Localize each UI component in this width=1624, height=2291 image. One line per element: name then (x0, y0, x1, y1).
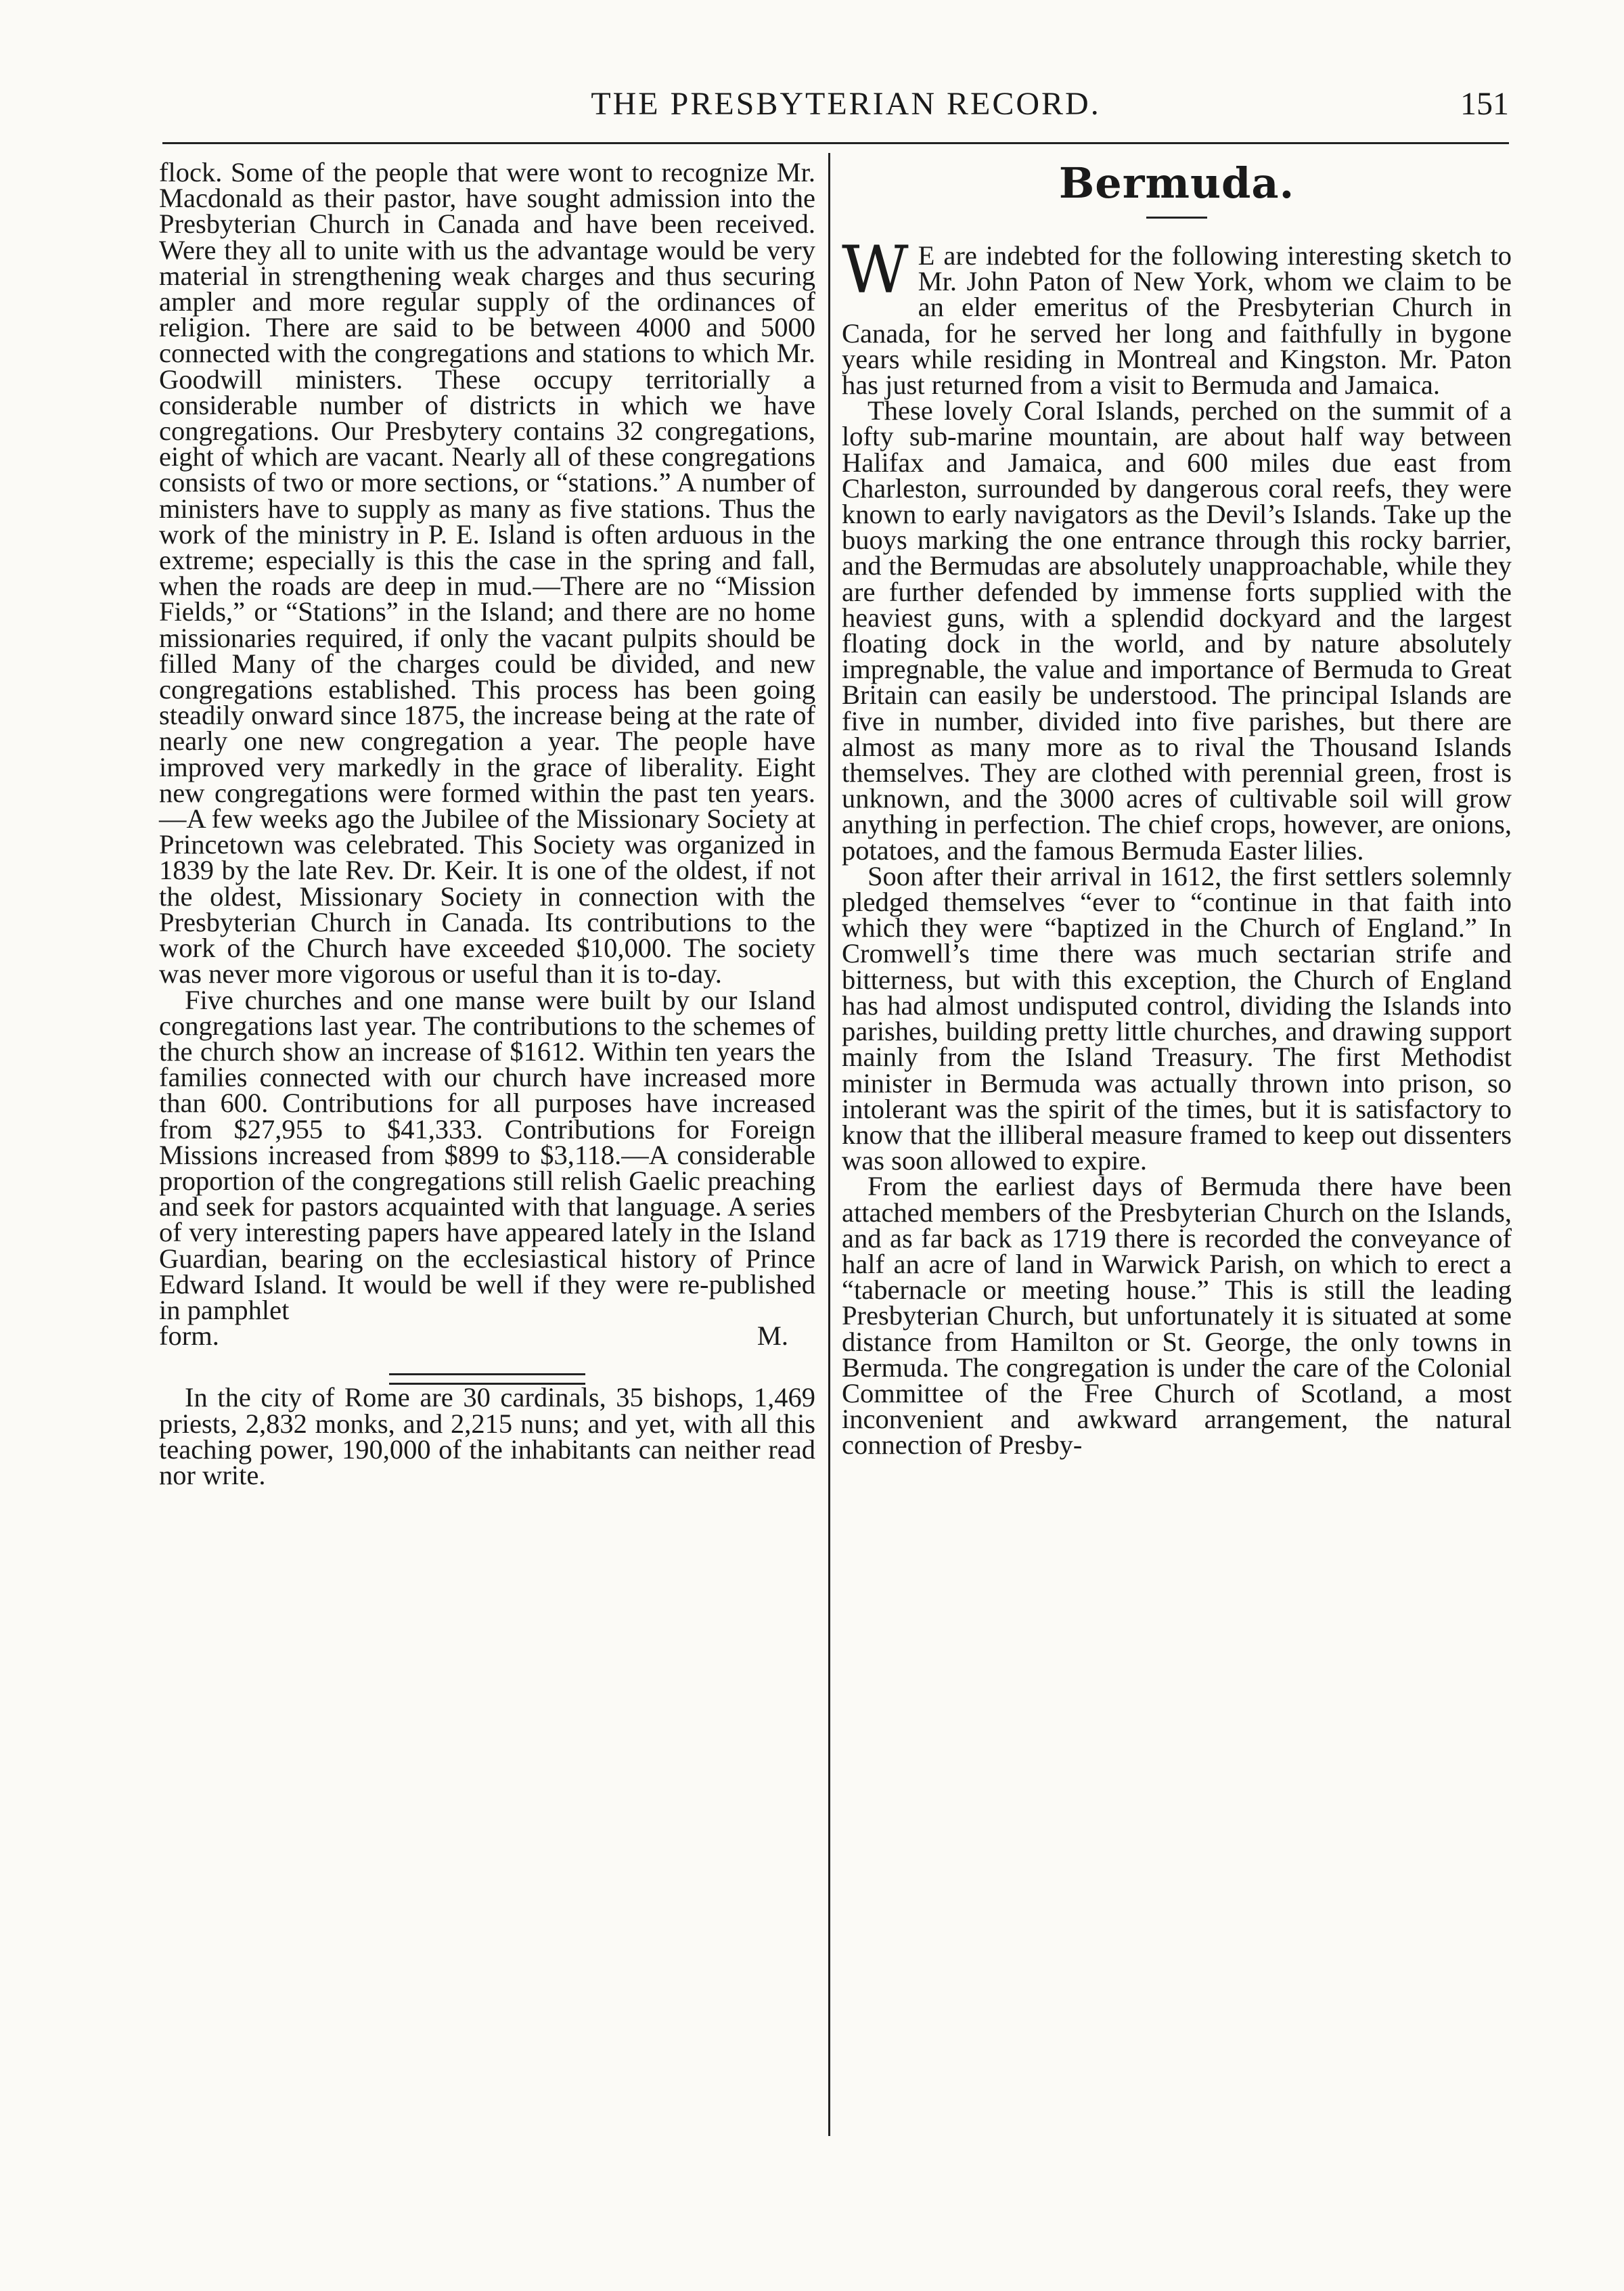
left-paragraph-1: flock. Some of the people that were wont to recognize Mr. Macdonald as their pastor, have sought admission into the Presbyterian Church in Canada and have been received. Were they all to unite with us the advantage would be very material in strengthening weak charges and thus securing ampler and more regular supply of the ordinances of religion. There are said to be between 4000 and 5000 connected with the congregations and stations to which Mr. Goodwill ministers. These occupy territorially a considerable number of districts in which we have congregations. Our Presbytery contains 32 congregations, eight of which are vacant. Nearly all of these congregations consists of two or more sections, or “stations.” A number of ministers have to supply as many as five stations. Thus the work of the ministry in P. E. Island is often arduous in the extreme; especially is this the case in the spring and fall, when the roads are deep in mud.—There are no “Mission Fields,” or “Stations” in the Island; and there are no home missionaries required, if only the vacant pulpits should be filled Many of the charges could be divided, and new congregations established. This process has been going steadily onward since 1875, the increase being at the rate of nearly one new congregation a year. The people have improved very markedly in the grace of liberality. Eight new congregations were formed within the past ten years.—A few weeks ago the Jubilee of the Missionary Society at Princetown was celebrated. This Society was organized in 1839 by the late Rev. Dr. Keir. It is one of the oldest, if not the oldest, Missionary Society in connection with the Presbyterian Church in Canada. Its contributions to the work of the Church have exceeded $10,000. The society was never more vigorous or useful than it is to-day. (159, 157, 815, 989)
section-title: Bermuda. (1058, 158, 1295, 208)
signoff-line (159, 1320, 815, 1352)
page-number: 151 (1460, 86, 1509, 122)
right-paragraph-3: Soon after their arrival in 1612, the first settlers solemnly pledged themselves “ever to “continue in that faith into which they were “baptized in the Church of England.” In Cromwell’s time there was much sectarian strife and bitterness, but with this exception, the Church of England has had almost undisputed control, dividing the Islands into parishes, building pretty little churches, and drawing support mainly from the Island Treasury. The first Methodist minister in Bermuda was actually thrown into prison, so intolerant was the spirit of the times, but it is satisfactory to know that the illiberal measure framed to keep out dissenters was soon allowed to expire. (842, 860, 1512, 1176)
running-title: THE PRESBYTERIAN RECORD. (591, 86, 1101, 122)
right-column (842, 160, 1512, 1459)
drop-cap: W (842, 232, 909, 308)
column-divider (828, 153, 830, 2136)
right-paragraph-2: These lovely Coral Islands, perched on the summit of a lofty sub-marine mountain, are about half way between Halifax and Jamaica, and 600 miles due east from Charleston, surrounded by dangerous coral reefs, they were known to early navigators as the Devil’s Islands. Take up the buoys marking the one entrance through this rocky barrier, and the Bermudas are absolutely unapproachable, while they are further defended by immense forts supplied with the heaviest guns, with a splendid dockyard and the largest floating dock in the world, and by nature absolutely impregnable, the value and importance of Bermuda to Great Britain can easily be understood. The principal Islands are five in number, divided into five parishes, but there are almost as many more as to rival the Thousand Islands themselves. They are clothed with perennial green, frost is unknown, and the 3000 acres of cultivable soil will grow anything in perfection. The chief crops, however, are onions, potatoes, and the famous Bermuda Easter lilies. (842, 395, 1512, 866)
intro-text: E are indebted for the following interesting sketch to Mr. John Paton of New York, whom we claim to be an elder emeritus of the Presbyterian Church in Canada, for he served her long and faithfully in bygone years while residing in Montreal and Kingston. Mr. Paton has just returned from a visit to Bermuda and Jamaica. (842, 240, 1512, 401)
left-column (159, 157, 815, 1490)
author-initial: M. (757, 1320, 788, 1352)
left-paragraph-2: Five churches and one manse were built by our Island congregations last year. The contributions to the schemes of the church show an increase of $1612. Within ten years the families connected with our church have increased more than 600. Contributions for all purposes have increased from $27,955 to $41,333. Contributions for Foreign Missions increased from $899 to $3,118.—A considerable proportion of the congregations still relish Gaelic preaching and seek for pastors acquainted with that language. A series of very interesting papers have appeared lately in the Island Guardian, bearing on the ecclesiastical history of Prince Edward Island. It would be well if they were re-published in pamphlet (159, 984, 815, 1325)
title-rule (1146, 217, 1207, 219)
header-rule (162, 142, 1509, 144)
rome-note: In the city of Rome are 30 cardinals, 35 bishops, 1,469 priests, 2,832 monks, and 2,215 nuns; and yet, with all this teaching power, 190,000 of the inhabitants can neither read nor write. (159, 1382, 815, 1490)
right-paragraph-4: From the earliest days of Bermuda there have been attached members of the Presbyterian Church on the Islands, and as far back as 1719 there is recorded the conveyance of half an acre of land in Warwick Parish, on which to erect a “tabernacle or meeting house.” This is still the leading Presbyterian Church, but unfortunately it is situated at some distance from Hamilton or St. George, the only towns in Bermuda. The congregation is under the care of the Colonial Committee of the Free Church of Scotland, a most inconvenient and awkward arrangement, the natural connection of Presby- (842, 1171, 1512, 1461)
page-header (162, 73, 1509, 134)
intro-paragraph (842, 232, 1512, 401)
last-word: form. (159, 1320, 219, 1352)
